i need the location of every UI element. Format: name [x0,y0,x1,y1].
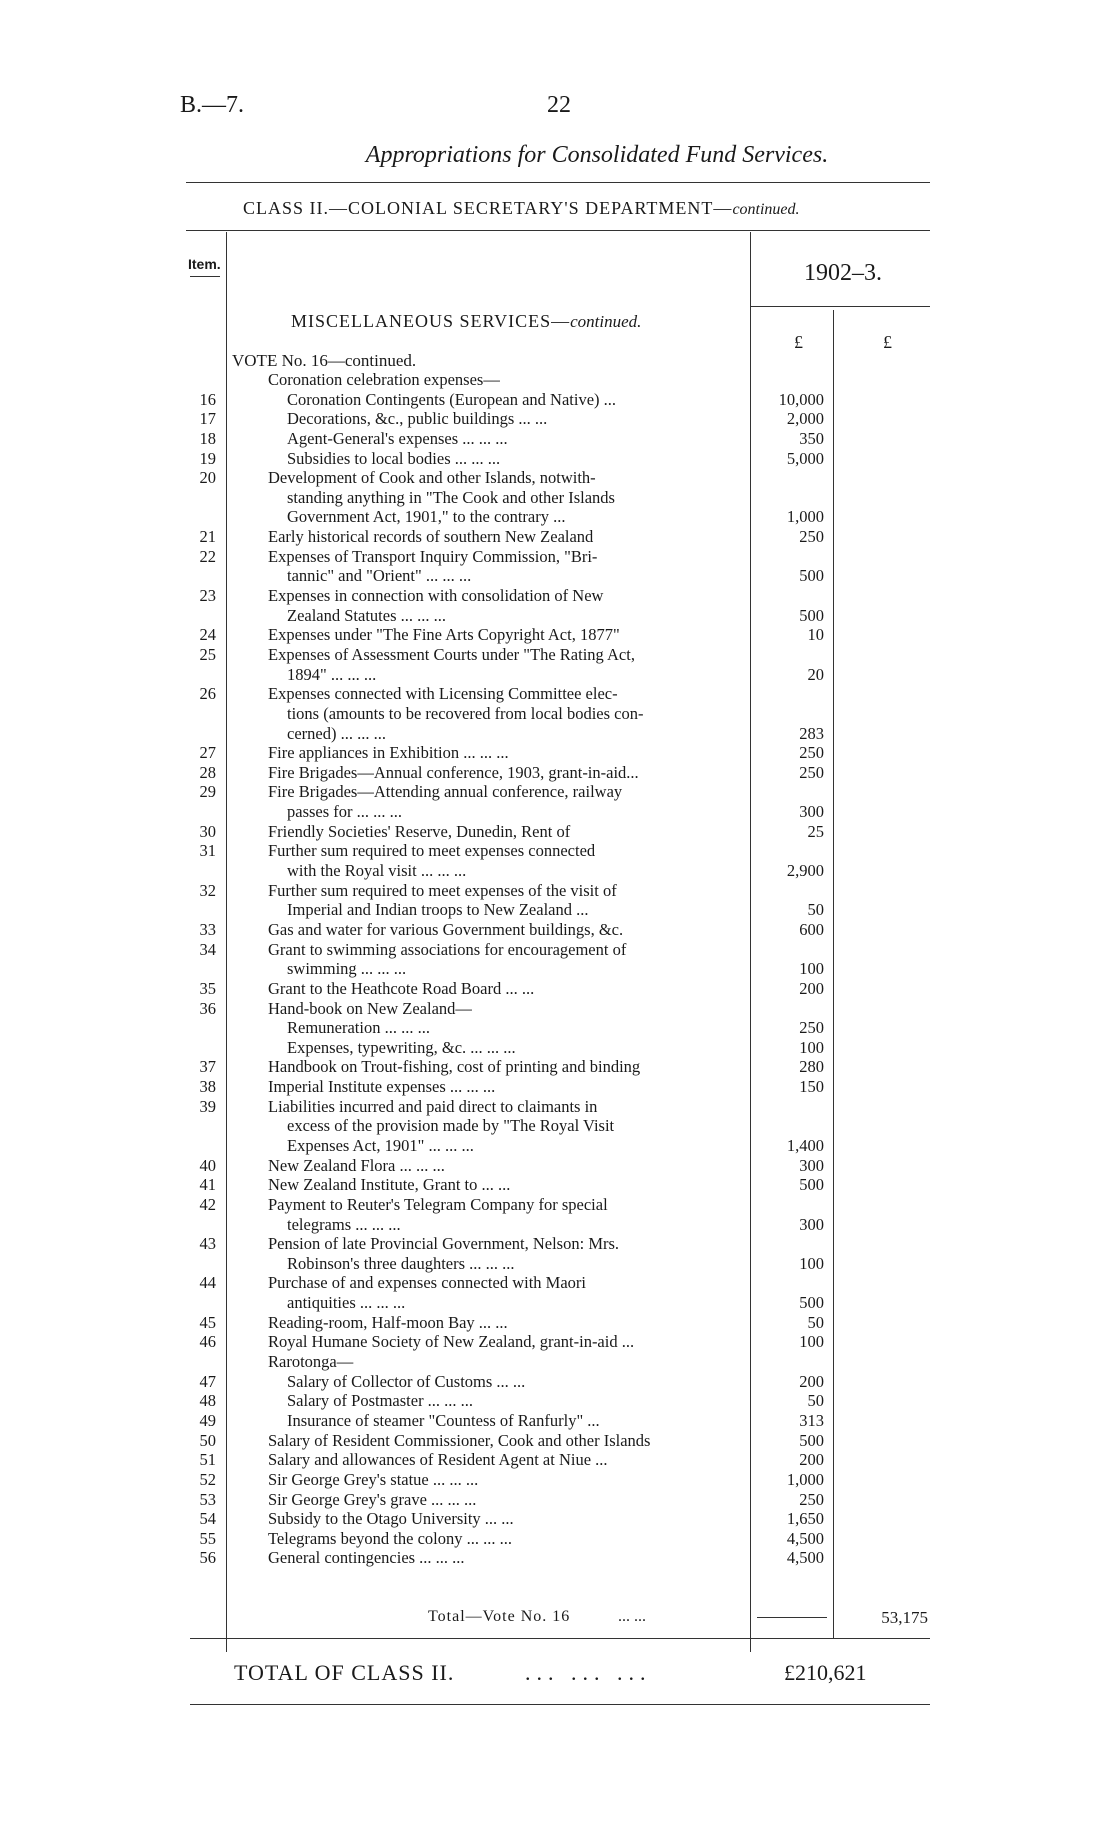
item-number: 18 [199,428,216,448]
item-amount: 500 [799,605,824,625]
item-description: Expenses in connection with consolidation of New [268,586,604,606]
item-number: 25 [199,644,216,664]
total-vote-label: Total—Vote No. 16 [428,1608,571,1625]
item-description: antiquities ... ... ... [287,1293,406,1313]
item-description: Rarotonga— [268,1352,354,1372]
item-amount: 500 [799,1175,824,1195]
item-description: Early historical records of southern New Zealand [268,527,594,547]
item-description: standing anything in "The Cook and other Islands [287,487,615,507]
table-row [0,1411,1114,1431]
item-number: 27 [199,743,216,763]
table-row [0,645,1114,665]
table-row [0,940,1114,960]
item-amount: 20 [807,664,824,684]
item-description: New Zealand Institute, Grant to ... ... [268,1175,511,1195]
year-column-header: 1902–3. [804,260,882,286]
item-amount: 150 [799,1077,824,1097]
item-number: 33 [199,919,216,939]
item-description: Coronation Contingents (European and Native) ... [287,389,617,409]
item-description: Subsidies to local bodies ... ... ... [287,448,501,468]
table-row [0,1332,1114,1352]
document-reference: B.—7. [180,92,245,118]
item-amount: 313 [799,1410,824,1430]
currency-symbol-items: £ [794,332,803,352]
currency-symbol-total: £ [883,332,892,352]
table-row [0,1156,1114,1176]
item-number: 19 [199,448,216,468]
item-number: 51 [199,1450,216,1470]
table-row [0,606,1114,626]
item-number: 55 [199,1528,216,1548]
item-amount: 1,650 [786,1509,824,1529]
table-row [0,782,1114,802]
table-row [0,1470,1114,1490]
item-description: Sir George Grey's grave ... ... ... [268,1489,477,1509]
item-amount: 600 [799,919,824,939]
year-header-rule [750,306,930,307]
item-amount: 200 [799,1450,824,1470]
item-description: Salary of Postmaster ... ... ... [287,1391,474,1411]
table-row [0,507,1114,527]
item-amount: 250 [799,527,824,547]
item-description: Salary of Resident Commissioner, Cook and other Islands [268,1430,651,1450]
table-row [0,1431,1114,1451]
vote-heading: VOTE No. 16—continued. [232,351,417,370]
page-number: 22 [547,92,571,118]
item-description: Imperial Institute expenses ... ... ... [268,1077,496,1097]
item-amount: 300 [799,1155,824,1175]
subtotal-rule [757,1617,827,1618]
item-description: Further sum required to meet expenses connected [268,841,596,861]
table-row [0,743,1114,763]
table-row [0,1490,1114,1510]
item-number: 49 [199,1410,216,1430]
table-row [0,802,1114,822]
table-row [0,370,1114,390]
item-number: 39 [199,1096,216,1116]
item-description: General contingencies ... ... ... [268,1548,465,1568]
item-amount: 100 [799,959,824,979]
section-heading-text: MISCELLANEOUS SERVICES— [291,311,571,331]
item-amount: 1,400 [786,1135,824,1155]
item-number: 45 [199,1312,216,1332]
item-description: Reading-room, Half-moon Bay ... ... [268,1312,508,1332]
item-number: 54 [199,1509,216,1529]
item-amount: 250 [799,743,824,763]
item-description: Decorations, &c., public buildings ... ... [287,409,548,429]
item-description: Expenses of Assessment Courts under "The Rating Act, [268,644,635,664]
item-description: Purchase of and expenses connected with Maori [268,1273,586,1293]
item-amount: 25 [807,821,824,841]
table-row [0,1116,1114,1136]
table-row [0,665,1114,685]
item-description: Salary of Collector of Customs ... ... [287,1371,526,1391]
table-row [0,566,1114,586]
table-row [0,468,1114,488]
item-amount: 500 [799,1430,824,1450]
table-row [0,841,1114,861]
item-description: Expenses connected with Licensing Committee elec- [268,684,618,704]
item-amount: 250 [799,1018,824,1038]
table-row [0,900,1114,920]
table-row [0,1097,1114,1117]
item-number: 37 [199,1057,216,1077]
item-amount: 250 [799,1489,824,1509]
item-number: 44 [199,1273,216,1293]
item-amount: 100 [799,1037,824,1057]
item-description: Government Act, 1901," to the contrary ... [287,507,566,527]
table-row [0,429,1114,449]
item-description: Fire appliances in Exhibition ... ... ... [268,743,509,763]
item-description: Pension of late Provincial Government, Nelson: Mrs. [268,1234,620,1254]
table-row [0,1215,1114,1235]
table-row [0,763,1114,783]
item-description: Fire Brigades—Attending annual conference, railway [268,782,623,802]
item-amount: 500 [799,566,824,586]
table-row [0,881,1114,901]
item-amount: 200 [799,978,824,998]
item-number: 22 [199,546,216,566]
item-amount: 250 [799,762,824,782]
item-number: 50 [199,1430,216,1450]
item-description: Zealand Statutes ... ... ... [287,605,447,625]
item-amount: 280 [799,1057,824,1077]
item-description: New Zealand Flora ... ... ... [268,1155,445,1175]
item-number: 43 [199,1234,216,1254]
item-amount: 10,000 [778,389,824,409]
table-row [0,625,1114,645]
table-row [0,1077,1114,1097]
item-number: 46 [199,1332,216,1352]
item-description: Friendly Societies' Reserve, Dunedin, Rent of [268,821,571,841]
table-row [0,959,1114,979]
item-amount: 50 [807,1312,824,1332]
item-amount: 5,000 [786,448,824,468]
item-number: 20 [199,468,216,488]
item-number: 56 [199,1548,216,1568]
item-description: Insurance of steamer "Countess of Ranfurly" ... [287,1410,600,1430]
item-number: 40 [199,1155,216,1175]
item-amount: 300 [799,1214,824,1234]
item-description: Sir George Grey's statue ... ... ... [268,1469,479,1489]
item-number: 28 [199,762,216,782]
class-heading-text: CLASS II.—COLONIAL SECRETARY'S DEPARTMENT— [243,198,733,218]
table-row [0,1509,1114,1529]
item-description: Royal Humane Society of New Zealand, grant-in-aid ... [268,1332,635,1352]
table-row [0,1450,1114,1470]
table-row [0,861,1114,881]
item-amount: 300 [799,802,824,822]
table-row [0,920,1114,940]
total-class-amount: £210,621 [784,1660,867,1685]
item-description: Payment to Reuter's Telegram Company for special [268,1194,608,1214]
item-description: tannic" and "Orient" ... ... ... [287,566,472,586]
table-row [0,586,1114,606]
table-top-rule [186,230,930,231]
item-amount: 4,500 [786,1528,824,1548]
table-row [0,409,1114,429]
final-rule [190,1704,930,1705]
class-heading [243,198,800,219]
table-row [0,1548,1114,1568]
item-description: Salary and allowances of Resident Agent at Niue ... [268,1450,608,1470]
table-row [0,1136,1114,1156]
item-amount: 350 [799,428,824,448]
table-row [0,1038,1114,1058]
item-description: Further sum required to meet expenses of the visit of [268,880,617,900]
item-description: Expenses under "The Fine Arts Copyright Act, 1877" [268,625,620,645]
class-heading-suffix: continued. [732,201,800,218]
item-description: Grant to the Heathcote Road Board ... ... [268,978,535,998]
table-row [0,704,1114,724]
item-amount: 2,900 [786,861,824,881]
table-row [0,1234,1114,1254]
item-amount: 4,500 [786,1548,824,1568]
item-description: cerned) ... ... ... [287,723,386,743]
table-row [0,1529,1114,1549]
total-vote-leader-dots: ... ... [618,1608,646,1625]
item-number: 53 [199,1489,216,1509]
item-amount: 100 [799,1253,824,1273]
item-amount: 2,000 [786,409,824,429]
item-number: 34 [199,939,216,959]
item-description: Expenses of Transport Inquiry Commission, "Bri- [268,546,598,566]
table-row [0,1313,1114,1333]
item-description: tions (amounts to be recovered from local bodies con- [287,703,644,723]
item-description: Imperial and Indian troops to New Zealand ... [287,900,589,920]
item-number: 41 [199,1175,216,1195]
item-number: 24 [199,625,216,645]
item-number: 31 [199,841,216,861]
item-number: 30 [199,821,216,841]
table-row [0,1195,1114,1215]
item-description: Handbook on Trout-fishing, cost of printing and binding [268,1057,641,1077]
item-description: Liabilities incurred and paid direct to claimants in [268,1096,598,1116]
table-row [0,488,1114,508]
item-number: 23 [199,586,216,606]
item-description: Remuneration ... ... ... [287,1018,430,1038]
item-number: 42 [199,1194,216,1214]
table-row [0,1018,1114,1038]
item-description: Agent-General's expenses ... ... ... [287,428,508,448]
item-description: Gas and water for various Government buildings, &c. [268,919,624,939]
item-description: with the Royal visit ... ... ... [287,861,467,881]
section-heading [291,311,641,332]
total-vote-amount: 53,175 [881,1608,928,1627]
item-description: passes for ... ... ... [287,802,403,822]
item-number: 21 [199,527,216,547]
item-description: Robinson's three daughters ... ... ... [287,1253,515,1273]
table-row [0,1273,1114,1293]
item-amount: 100 [799,1332,824,1352]
table-bottom-rule [190,1638,930,1639]
item-description: Development of Cook and other Islands, notwith- [268,468,596,488]
table-row [0,527,1114,547]
item-number: 47 [199,1371,216,1391]
item-amount: 1,000 [786,507,824,527]
item-description: Coronation celebration expenses— [268,370,500,389]
item-description: Grant to swimming associations for encouragement of [268,939,627,959]
item-description: telegrams ... ... ... [287,1214,401,1234]
item-amount: 500 [799,1293,824,1313]
total-class-label: TOTAL OF CLASS II. [234,1660,455,1685]
item-description: Expenses Act, 1901" ... ... ... [287,1135,474,1155]
item-description: Expenses, typewriting, &c. ... ... ... [287,1037,516,1057]
item-number: 17 [199,409,216,429]
item-description: Hand-book on New Zealand— [268,998,472,1018]
item-number: 36 [199,998,216,1018]
item-number: 48 [199,1391,216,1411]
table-row [0,1175,1114,1195]
item-description: Subsidy to the Otago University ... ... [268,1509,514,1529]
table-row [0,390,1114,410]
table-row [0,449,1114,469]
item-amount: 200 [799,1371,824,1391]
table-row [0,1372,1114,1392]
section-heading-suffix: continued. [570,312,642,331]
table-row [0,999,1114,1019]
table-row [0,547,1114,567]
table-row [0,1352,1114,1372]
appropriation-lines [0,370,1114,1568]
table-row [0,822,1114,842]
item-amount: 50 [807,1391,824,1411]
table-row [0,1293,1114,1313]
item-number: 16 [199,389,216,409]
item-description: 1894" ... ... ... [287,664,377,684]
item-amount: 283 [799,723,824,743]
item-description: Telegrams beyond the colony ... ... ... [268,1528,512,1548]
item-number: 35 [199,978,216,998]
item-description: excess of the provision made by "The Royal Visit [287,1116,615,1136]
item-amount: 10 [807,625,824,645]
table-row [0,1057,1114,1077]
item-amount: 1,000 [786,1469,824,1489]
item-number: 52 [199,1469,216,1489]
item-number: 38 [199,1077,216,1097]
table-row [0,1391,1114,1411]
page-title: Appropriations for Consolidated Fund Services. [365,142,829,168]
item-number: 32 [199,880,216,900]
table-row [0,724,1114,744]
table-row [0,1254,1114,1274]
total-class-leader-dots: ... ... ... [525,1660,652,1685]
title-rule [186,182,930,183]
table-row [0,979,1114,999]
table-row [0,684,1114,704]
item-amount: 50 [807,900,824,920]
item-header-rule [190,276,220,277]
item-column-header: Item. [188,256,221,272]
item-number: 29 [199,782,216,802]
item-description: Fire Brigades—Annual conference, 1903, grant-in-aid... [268,762,639,782]
item-description: swimming ... ... ... [287,959,407,979]
item-number: 26 [199,684,216,704]
